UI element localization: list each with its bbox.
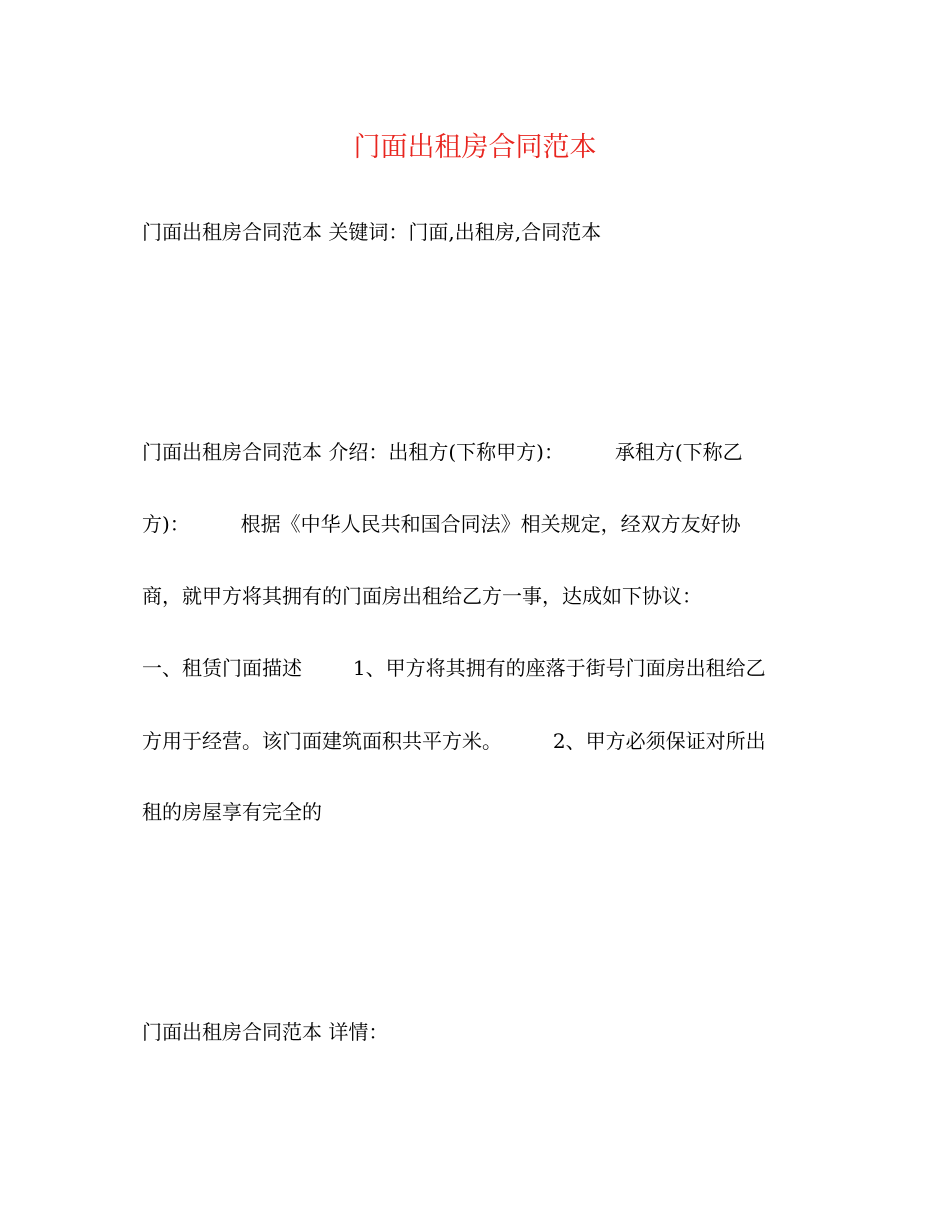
keywords-line: 门面出租房合同范本 关键词：门面,出租房,合同范本 — [142, 220, 602, 244]
intro-line-2: 方)： 根据《中华人民共和国合同法》相关规定，经双方友好协 — [142, 512, 741, 536]
intro-line-5: 方用于经营。该门面建筑面积共平方米。 2、甲方必须保证对所出 — [142, 729, 766, 753]
intro-line-6: 租的房屋享有完全的 — [142, 800, 322, 824]
intro-line-4: 一、租赁门面描述 1、甲方将其拥有的座落于街号门面房出租给乙 — [142, 656, 766, 680]
intro-line-3: 商，就甲方将其拥有的门面房出租给乙方一事，达成如下协议： — [142, 584, 702, 608]
details-line: 门面出租房合同范本 详情： — [142, 1020, 389, 1044]
intro-line-1: 门面出租房合同范本 介绍：出租方(下称甲方)： 承租方(下称乙 — [142, 440, 743, 464]
document-title: 门面出租房合同范本 — [353, 132, 597, 163]
